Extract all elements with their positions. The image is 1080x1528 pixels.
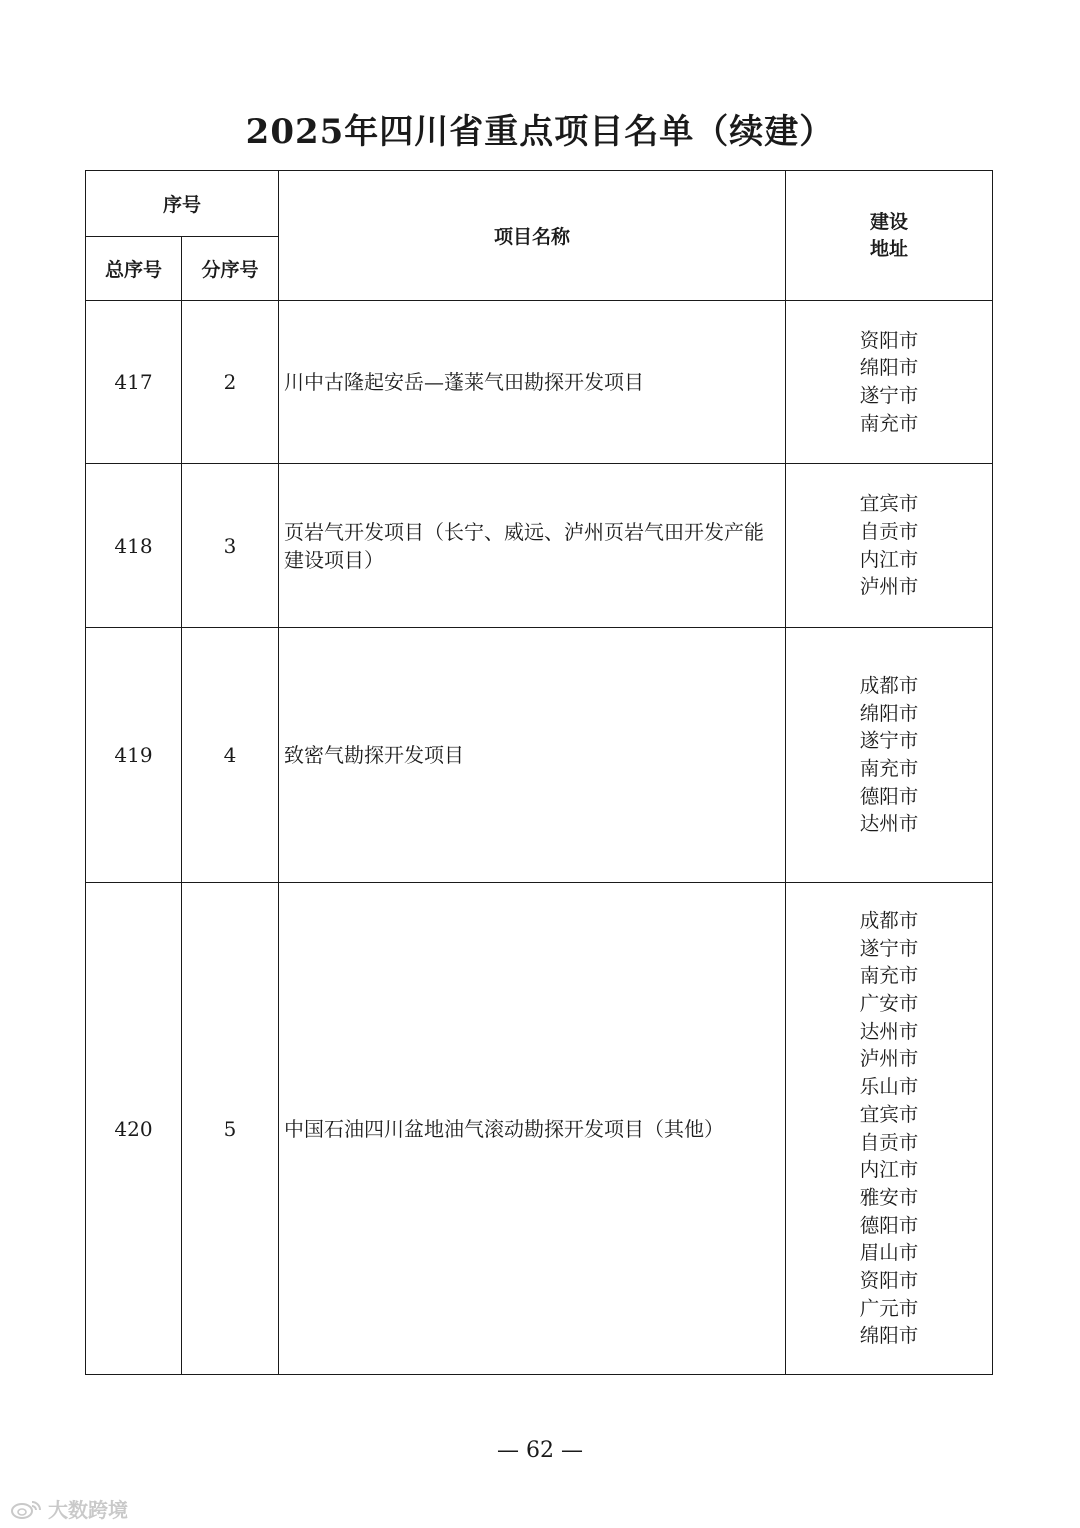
location-item: 广元市 — [859, 1296, 919, 1320]
location-cell — [786, 883, 993, 1375]
location-item: 内江市 — [859, 1158, 919, 1182]
location-item: 自贡市 — [859, 519, 919, 543]
location-item: 泸州市 — [859, 575, 919, 599]
location-item: 绵阳市 — [859, 701, 919, 725]
project-name-cell: 致密气勘探开发项目 — [279, 628, 786, 883]
location-header: 建设 地址 — [786, 171, 993, 301]
location-item: 宜宾市 — [859, 492, 919, 516]
sub-seq-cell: 4 — [182, 628, 279, 883]
location-item: 乐山市 — [859, 1075, 919, 1099]
seq-group-header: 序号 — [86, 171, 279, 237]
project-name-cell: 川中古隆起安岳—蓬莱气田勘探开发项目 — [279, 301, 786, 464]
location-item: 内江市 — [859, 547, 919, 571]
location-item: 雅安市 — [859, 1185, 919, 1209]
location-item: 南充市 — [859, 411, 919, 435]
location-item: 眉山市 — [859, 1241, 919, 1265]
total-seq-header: 总序号 — [86, 237, 182, 301]
table-row — [86, 628, 993, 883]
location-item: 德阳市 — [859, 1213, 919, 1237]
total-seq-cell: 418 — [86, 464, 182, 628]
header-row — [86, 171, 993, 237]
location-item: 德阳市 — [859, 784, 919, 808]
location-item: 资阳市 — [859, 328, 919, 352]
location-item: 遂宁市 — [859, 384, 919, 407]
location-item: 成都市 — [859, 673, 919, 697]
project-name-cell: 页岩气开发项目（长宁、威远、泸州页岩气田开发产能建设项目） — [279, 464, 786, 628]
table-row — [86, 464, 993, 628]
location-item: 南充市 — [859, 757, 919, 780]
page-title: 2025年四川省重点项目名单（续建） — [245, 112, 835, 152]
sub-seq-cell: 2 — [182, 301, 279, 464]
location-cell — [786, 464, 993, 628]
location-item: 达州市 — [859, 812, 919, 836]
table-row — [86, 883, 993, 1375]
watermark-text: 大数跨境 — [48, 1498, 128, 1522]
watermark — [10, 1494, 128, 1523]
location-cell — [786, 301, 993, 464]
project-name-header: 项目名称 — [279, 171, 786, 301]
sub-seq-header: 分序号 — [182, 237, 279, 301]
total-seq-cell: 419 — [86, 628, 182, 883]
location-item: 遂宁市 — [859, 936, 919, 960]
total-seq-cell: 420 — [86, 883, 182, 1375]
total-seq-cell: 417 — [86, 301, 182, 464]
sub-seq-cell: 5 — [182, 883, 279, 1375]
project-name-cell: 中国石油四川盆地油气滚动勘探开发项目（其他） — [279, 883, 786, 1375]
location-item: 南充市 — [859, 964, 919, 988]
location-item: 遂宁市 — [859, 729, 919, 753]
location-item: 达州市 — [859, 1019, 919, 1043]
table-row — [86, 301, 993, 464]
location-item: 资阳市 — [859, 1269, 919, 1293]
location-item: 自贡市 — [859, 1130, 919, 1154]
location-cell — [786, 628, 993, 883]
projects-table — [85, 170, 993, 1375]
page-number: — 62 — — [497, 1438, 583, 1463]
location-item: 成都市 — [859, 908, 919, 932]
location-item: 泸州市 — [859, 1047, 919, 1071]
location-item: 广安市 — [859, 991, 919, 1015]
location-item: 绵阳市 — [859, 356, 919, 380]
sub-seq-cell: 3 — [182, 464, 279, 628]
weibo-logo-icon — [10, 1498, 44, 1520]
location-item: 绵阳市 — [859, 1324, 919, 1348]
location-item: 宜宾市 — [859, 1102, 919, 1126]
